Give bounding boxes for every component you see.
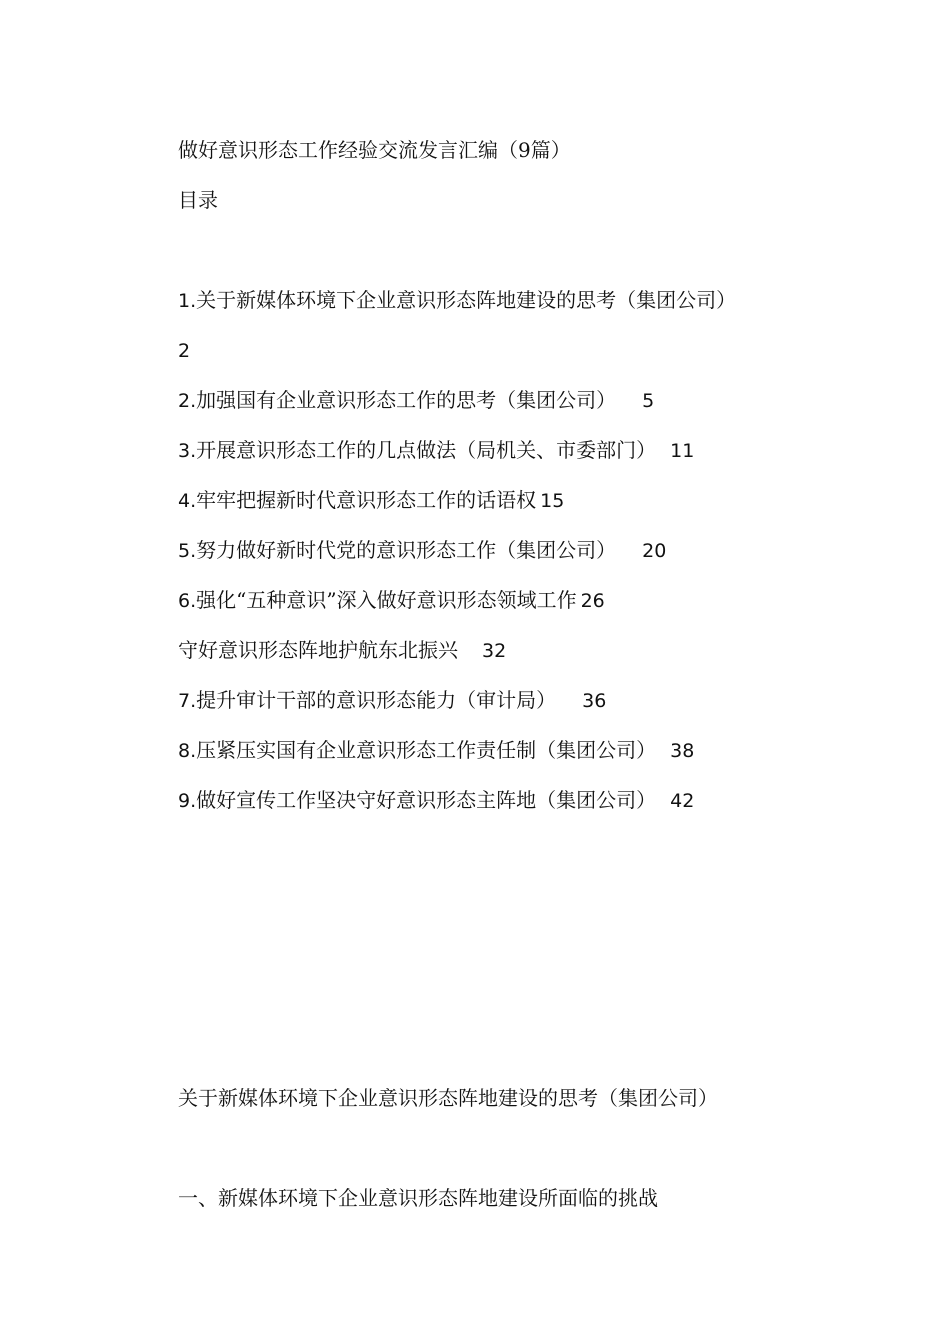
toc-entry-9[interactable] [178, 786, 694, 815]
toc-entry-5[interactable] [178, 536, 666, 565]
toc-entry-2[interactable] [178, 386, 654, 415]
toc-entry-page: 11 [670, 440, 695, 462]
toc-entry-text: 做好宣传工作坚决守好意识形态主阵地（集团公司） [196, 788, 657, 812]
toc-entry-number: 7. [178, 690, 197, 712]
toc-entry-page: 42 [670, 790, 695, 812]
toc-entry-6[interactable] [178, 586, 605, 615]
toc-entry-number: 4. [178, 490, 197, 512]
toc-entry-page: 20 [642, 540, 667, 562]
toc-entry-text: 压紧压实国有企业意识形态工作责任制（集团公司） [196, 738, 657, 762]
toc-entry-text: 牢牢把握新时代意识形态工作的话语权 [196, 488, 537, 512]
toc-entry-number: 6. [178, 590, 197, 612]
toc-entry-number: 2. [178, 390, 197, 412]
toc-entry-text: 加强国有企业意识形态工作的思考（集团公司） [196, 388, 617, 412]
toc-entry-3[interactable] [178, 436, 694, 465]
toc-entry-number: 8. [178, 740, 197, 762]
toc-entry-1-page[interactable] [178, 336, 190, 365]
toc-entry-number: 1. [178, 290, 197, 312]
toc-entry-1[interactable] [178, 286, 736, 315]
toc-entry-number: 5. [178, 540, 197, 562]
toc-entry-7[interactable] [178, 686, 606, 715]
article-title: 关于新媒体环境下企业意识形态阵地建设的思考（集团公司） [178, 1086, 718, 1110]
toc-entry-unnumbered[interactable] [178, 636, 506, 665]
toc-heading: 目录 [178, 188, 218, 212]
toc-entry-page: 36 [582, 690, 607, 712]
toc-entry-page: 26 [580, 590, 605, 612]
toc-entry-text: 关于新媒体环境下企业意识形态阵地建设的思考（集团公司） [196, 288, 737, 312]
toc-entry-text: 守好意识形态阵地护航东北振兴 [178, 638, 458, 662]
toc-entry-page: 32 [482, 640, 507, 662]
toc-entry-text: 提升审计干部的意识形态能力（审计局） [196, 688, 557, 712]
toc-entry-page: 15 [540, 490, 565, 512]
toc-entry-4[interactable] [178, 486, 564, 515]
section-heading: 一、新媒体环境下企业意识形态阵地建设所面临的挑战 [178, 1186, 658, 1210]
toc-entry-text: 努力做好新时代党的意识形态工作（集团公司） [196, 538, 617, 562]
toc-entry-page: 5 [642, 390, 655, 412]
document-title: 做好意识形态工作经验交流发言汇编（9篇） [178, 138, 571, 162]
toc-entry-number: 3. [178, 440, 197, 462]
toc-entry-page: 38 [670, 740, 695, 762]
toc-entry-page: 2 [178, 340, 191, 362]
toc-entry-text: 开展意识形态工作的几点做法（局机关、市委部门） [196, 438, 657, 462]
toc-entry-8[interactable] [178, 736, 694, 765]
toc-entry-number: 9. [178, 790, 197, 812]
toc-entry-text: 强化“五种意识”深入做好意识形态领域工作 [196, 588, 577, 612]
